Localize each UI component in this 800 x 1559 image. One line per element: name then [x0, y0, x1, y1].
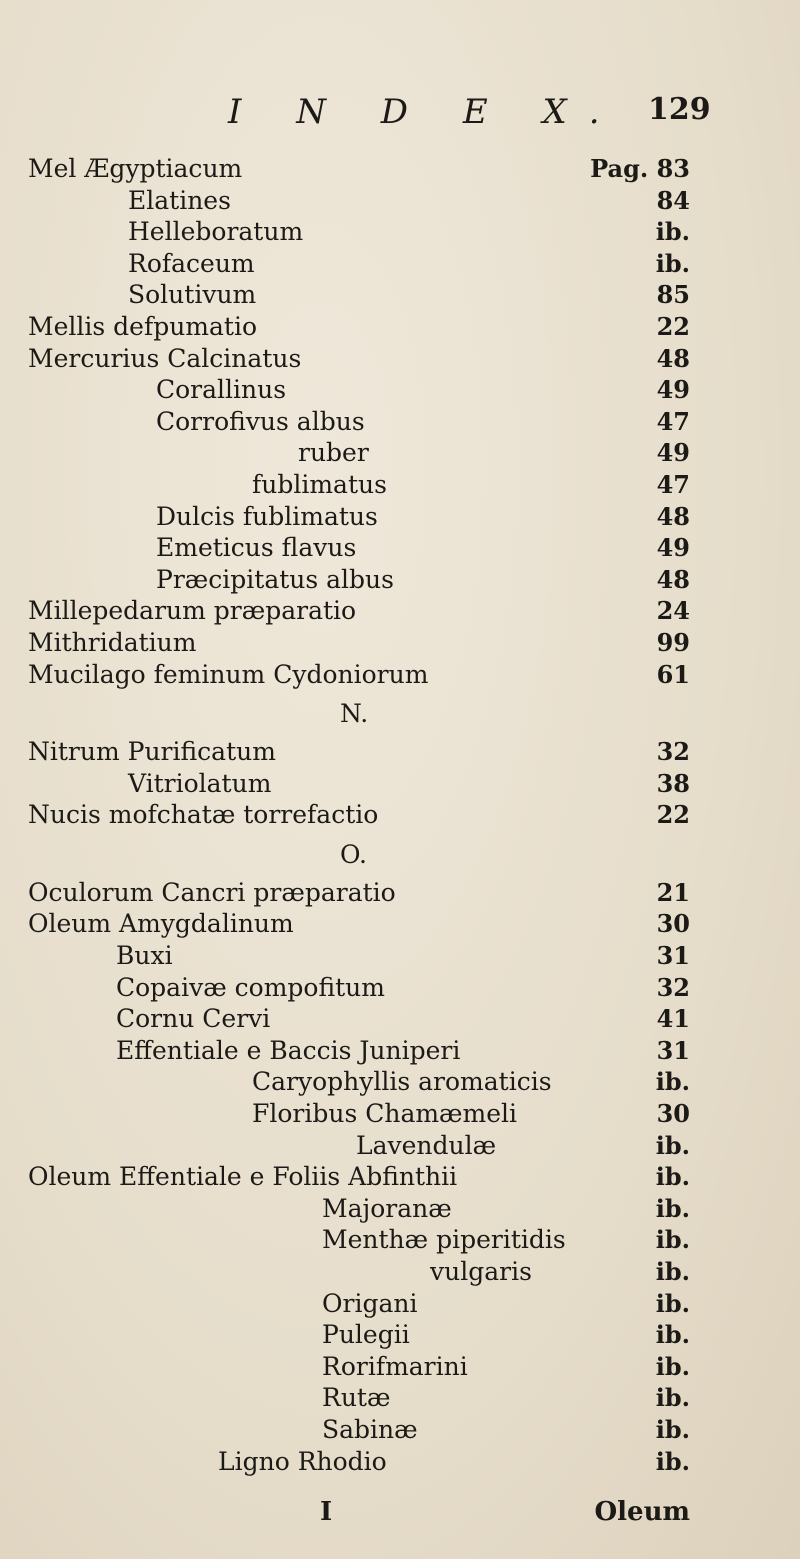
entry-label: Ligno Rhodio: [218, 1446, 387, 1476]
entry-label: Caryophyllis aromaticis: [252, 1067, 552, 1097]
entry-label: ruber: [298, 438, 369, 468]
entry-page-ref: ib.: [655, 1067, 690, 1097]
section-letter: O.: [340, 839, 367, 869]
index-entry: [0, 1130, 800, 1162]
entry-label: Mellis defpumatio: [28, 311, 258, 341]
entry-page-ref: 22: [656, 800, 690, 830]
index-entry: [0, 532, 800, 564]
entry-page-ref: 84: [656, 185, 690, 215]
index-entry: [0, 877, 800, 909]
entry-label: Præcipitatus albus: [156, 564, 394, 594]
index-entry: [0, 659, 800, 691]
entry-page-ref: Pag. 83: [590, 154, 690, 183]
index-entry: [0, 1003, 800, 1035]
index-entry: [0, 153, 800, 185]
entry-label: Corallinus: [156, 375, 287, 405]
entry-page-ref: ib.: [655, 1130, 690, 1160]
entry-label: Mel Ægyptiacum: [28, 154, 243, 183]
entry-page-ref: 31: [656, 1035, 690, 1065]
entry-page-ref: 49: [656, 375, 690, 405]
entry-page-ref: ib.: [655, 1383, 690, 1413]
index-entry: [0, 216, 800, 248]
index-entry: [0, 1193, 800, 1225]
entry-page-ref: 48: [656, 343, 690, 373]
entry-page-ref: ib.: [655, 1225, 690, 1255]
entry-label: Majoranæ: [322, 1193, 452, 1223]
entry-label: Mithridatium: [28, 627, 197, 657]
index-entry: [0, 1035, 800, 1067]
entry-label: Rutæ: [322, 1383, 391, 1413]
entry-page-ref: 48: [656, 564, 690, 594]
entry-page-ref: 21: [656, 877, 690, 907]
index-entry: [0, 1446, 800, 1478]
entry-page-ref: 22: [656, 311, 690, 341]
index-entry: [0, 1319, 800, 1351]
entry-page-ref: 32: [656, 972, 690, 1002]
entry-label: fublimatus: [252, 469, 387, 499]
entry-label: Solutivum: [128, 280, 257, 310]
index-entry: [0, 279, 800, 311]
entry-page-ref: 24: [656, 596, 690, 626]
entry-label: Origani: [322, 1288, 418, 1318]
entry-page-ref: ib.: [655, 248, 690, 278]
entry-label: Effentiale e Baccis Juniperi: [116, 1035, 461, 1065]
entry-page-ref: 99: [656, 627, 690, 657]
entry-page-ref: 49: [656, 438, 690, 468]
entry-page-ref: 41: [656, 1004, 690, 1034]
entry-page-ref: 30: [656, 909, 690, 939]
entry-label: Emeticus flavus: [156, 533, 357, 563]
index-entry: [0, 564, 800, 596]
entry-page-ref: 31: [656, 941, 690, 971]
entry-page-ref: ib.: [655, 1320, 690, 1350]
section-heading: [0, 690, 800, 736]
index-entry: [0, 501, 800, 533]
index-entry: [0, 1224, 800, 1256]
entry-label: Oculorum Cancri præparatio: [28, 877, 396, 907]
entry-label: Sabinæ: [322, 1414, 418, 1444]
page-number: 129: [648, 92, 711, 127]
entry-label: Rorifmarini: [322, 1351, 468, 1381]
index-entry: [0, 627, 800, 659]
entry-page-ref: ib.: [655, 1351, 690, 1381]
index-entry: [0, 1288, 800, 1320]
entry-label: Mucilago feminum Cydoniorum: [28, 659, 429, 689]
entry-label: Menthæ piperitidis: [322, 1225, 566, 1255]
entry-label: Vitriolatum: [128, 768, 272, 798]
index-entry: [0, 940, 800, 972]
index-entry: [0, 1066, 800, 1098]
entry-page-ref: 49: [656, 533, 690, 563]
entry-page-ref: 30: [656, 1099, 690, 1129]
entry-label: Mercurius Calcinatus: [28, 343, 302, 373]
entry-page-ref: 48: [656, 501, 690, 531]
entry-label: Rofaceum: [128, 248, 255, 278]
entry-page-ref: 85: [656, 280, 690, 310]
entry-page-ref: 38: [656, 768, 690, 798]
index-entry: [0, 1098, 800, 1130]
index-entry: [0, 406, 800, 438]
index-entry: [0, 736, 800, 768]
index-entry: [0, 437, 800, 469]
index-entry: [0, 1161, 800, 1193]
entry-label: Oleum Amygdalinum: [28, 909, 294, 939]
entry-page-ref: ib.: [655, 1414, 690, 1444]
index-title: I N D E X.: [228, 92, 622, 132]
section-letter: N.: [340, 699, 369, 729]
entry-label: vulgaris: [430, 1257, 532, 1286]
index-entry: [0, 248, 800, 280]
section-heading: [0, 831, 800, 877]
index-entry: [0, 185, 800, 217]
entry-label: Lavendulæ: [356, 1130, 497, 1160]
index-entry: [0, 311, 800, 343]
index-entry: [0, 469, 800, 501]
entry-label: Oleum Effentiale e Foliis Abfinthii: [28, 1162, 458, 1192]
entry-page-ref: 61: [656, 659, 690, 689]
entry-label: Floribus Chamæmeli: [252, 1099, 518, 1129]
entry-page-ref: ib.: [655, 1162, 690, 1192]
index-entry: [0, 1414, 800, 1446]
entry-label: Corrofivus albus: [156, 406, 365, 436]
entry-label: Nucis mofchatæ torrefactio: [28, 800, 379, 830]
entry-label: Dulcis fublimatus: [156, 501, 378, 531]
entry-page-ref: ib.: [655, 1193, 690, 1223]
entry-label: Elatines: [128, 185, 231, 215]
catchword: Oleum: [594, 1497, 690, 1527]
entry-label: Buxi: [116, 941, 173, 971]
entry-page-ref: 32: [656, 737, 690, 767]
index-entry: [0, 374, 800, 406]
index-entries: [0, 153, 800, 1477]
index-entry: [0, 799, 800, 831]
index-entry: [0, 972, 800, 1004]
index-entry: [0, 768, 800, 800]
page-header: [0, 92, 800, 132]
entry-page-ref: 47: [656, 469, 690, 499]
index-entry: [0, 343, 800, 375]
entry-page-ref: ib.: [655, 1288, 690, 1318]
entry-label: Helleboratum: [128, 217, 304, 247]
signature-mark: I: [320, 1497, 333, 1527]
index-entry: [0, 1256, 800, 1288]
entry-page-ref: 47: [656, 406, 690, 436]
entry-label: Millepedarum præparatio: [28, 596, 357, 626]
index-entry: [0, 1382, 800, 1414]
index-entry: [0, 595, 800, 627]
entry-label: Pulegii: [322, 1320, 410, 1350]
entry-label: Copaivæ compofitum: [116, 972, 385, 1002]
page-footer: [0, 1497, 800, 1537]
entry-page-ref: ib.: [655, 217, 690, 247]
entry-page-ref: ib.: [655, 1257, 690, 1286]
index-entry: [0, 1351, 800, 1383]
entry-page-ref: ib.: [655, 1446, 690, 1476]
index-entry: [0, 908, 800, 940]
entry-label: Nitrum Purificatum: [28, 737, 276, 767]
entry-label: Cornu Cervi: [116, 1004, 271, 1034]
